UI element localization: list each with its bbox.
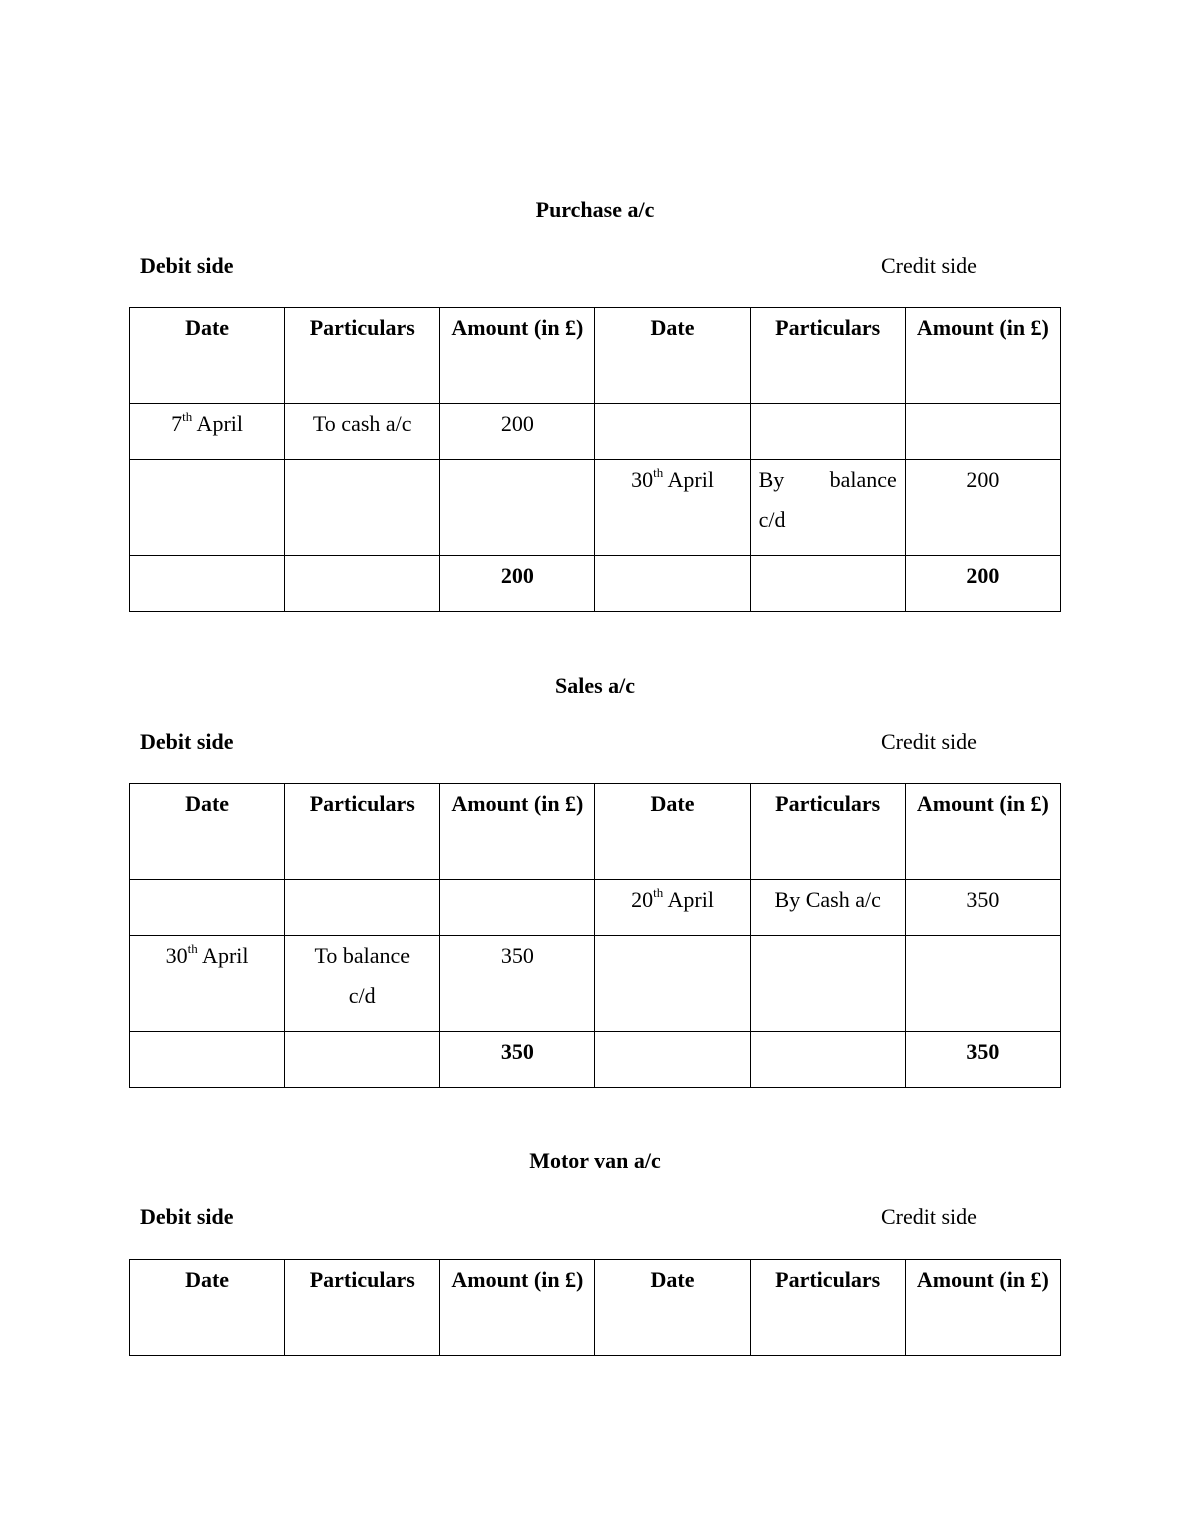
header-amount-debit: Amount (in £): [440, 784, 595, 880]
debit-amount-cell: 200: [440, 404, 595, 460]
credit-date-cell: [595, 404, 750, 460]
totals-row: [130, 556, 1061, 612]
credit-particulars-cell: [750, 460, 905, 556]
debit-date-cell: 30th April: [130, 936, 285, 1032]
table-row: [130, 880, 1061, 936]
debit-side-label: Debit side: [140, 1204, 234, 1229]
debit-particulars-cell: [285, 460, 440, 556]
credit-particulars-cell: [750, 404, 905, 460]
header-particulars-debit: Particulars: [285, 308, 440, 404]
debit-total: 350: [440, 1032, 595, 1088]
header-row: [130, 784, 1061, 880]
header-date-debit: Date: [130, 784, 285, 880]
ledger-title-purchase: Purchase a/c: [535, 197, 655, 222]
debit-date-cell: [130, 880, 285, 936]
credit-total: 200: [905, 556, 1060, 612]
header-amount-credit: Amount (in £): [905, 308, 1060, 404]
header-particulars-debit: Particulars: [285, 1260, 440, 1356]
debit-date-cell: 7th April: [130, 404, 285, 460]
ledger-title-sales: Sales a/c: [554, 673, 636, 698]
totals-row: [130, 1032, 1061, 1088]
credit-side-label: Credit side: [881, 729, 977, 754]
empty-cell: [750, 1032, 905, 1088]
particulars-line: c/d: [758, 507, 786, 532]
header-amount-debit: Amount (in £): [440, 308, 595, 404]
empty-cell: [595, 1032, 750, 1088]
ledger-table-purchase: [129, 307, 1061, 612]
ledger-table-motor-van: [129, 1259, 1061, 1356]
header-date-credit: Date: [595, 308, 750, 404]
table-row: [130, 936, 1061, 1032]
side-labels-motor-van: [0, 1204, 1190, 1230]
header-date-debit: Date: [130, 1260, 285, 1356]
empty-cell: [285, 1032, 440, 1088]
debit-particulars-cell: [285, 880, 440, 936]
header-amount-credit: Amount (in £): [905, 1260, 1060, 1356]
header-date-debit: Date: [130, 308, 285, 404]
particulars-line: By balance: [758, 467, 897, 492]
header-amount-credit: Amount (in £): [905, 784, 1060, 880]
header-row: [130, 1260, 1061, 1356]
debit-amount-cell: [440, 880, 595, 936]
particulars-line: c/d: [348, 983, 376, 1008]
credit-date-cell: 20th April: [595, 880, 750, 936]
particulars-line: To balance: [314, 943, 411, 968]
header-amount-debit: Amount (in £): [440, 1260, 595, 1356]
credit-side-label: Credit side: [881, 1204, 977, 1229]
header-particulars-credit: Particulars: [750, 308, 905, 404]
credit-particulars-cell: [750, 936, 905, 1032]
empty-cell: [130, 1032, 285, 1088]
debit-amount-cell: [440, 460, 595, 556]
credit-date-cell: [595, 936, 750, 1032]
header-date-credit: Date: [595, 1260, 750, 1356]
header-particulars-credit: Particulars: [750, 784, 905, 880]
header-particulars-credit: Particulars: [750, 1260, 905, 1356]
empty-cell: [750, 556, 905, 612]
credit-side-label: Credit side: [881, 253, 977, 278]
debit-amount-cell: 350: [440, 936, 595, 1032]
credit-date-cell: 30th April: [595, 460, 750, 556]
credit-particulars-cell: By Cash a/c: [750, 880, 905, 936]
empty-cell: [130, 556, 285, 612]
credit-amount-cell: 350: [905, 880, 1060, 936]
table-row: [130, 404, 1061, 460]
debit-date-cell: [130, 460, 285, 556]
credit-total: 350: [905, 1032, 1060, 1088]
debit-particulars-cell: To cash a/c: [285, 404, 440, 460]
debit-particulars-cell: [285, 936, 440, 1032]
ledger-table-sales: [129, 783, 1061, 1088]
credit-amount-cell: [905, 936, 1060, 1032]
debit-side-label: Debit side: [140, 253, 234, 278]
ledger-title-motor-van: Motor van a/c: [529, 1148, 661, 1173]
side-labels-sales: [0, 729, 1190, 755]
header-row: [130, 308, 1061, 404]
header-particulars-debit: Particulars: [285, 784, 440, 880]
credit-amount-cell: 200: [905, 460, 1060, 556]
table-row: [130, 460, 1061, 556]
credit-amount-cell: [905, 404, 1060, 460]
debit-side-label: Debit side: [140, 729, 234, 754]
header-date-credit: Date: [595, 784, 750, 880]
empty-cell: [595, 556, 750, 612]
empty-cell: [285, 556, 440, 612]
side-labels-purchase: [0, 253, 1190, 279]
debit-total: 200: [440, 556, 595, 612]
